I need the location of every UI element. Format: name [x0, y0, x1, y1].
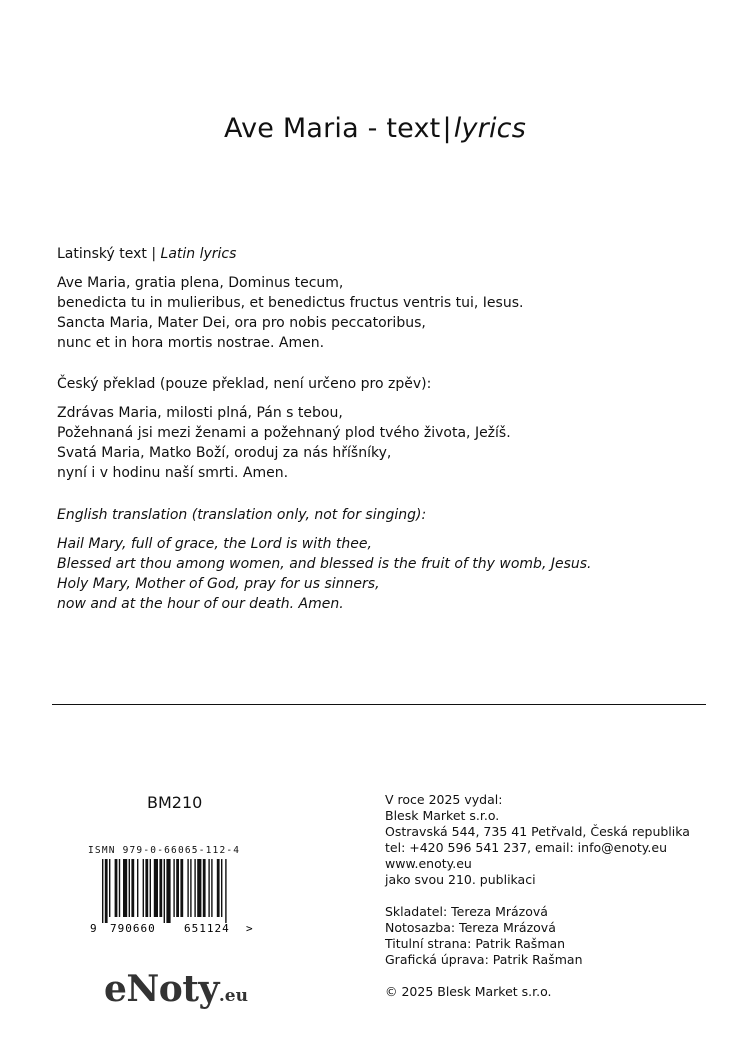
- barcode-bar: [208, 859, 209, 917]
- title-italic: lyrics: [453, 113, 526, 144]
- divider: [52, 704, 706, 705]
- imprint-line: jako svou 210. publikaci: [385, 872, 536, 887]
- czech-line: Požehnaná jsi mezi ženami a požehnaný plod tvého života, Ježíš.: [57, 425, 511, 441]
- publisher-block: [385, 792, 690, 888]
- czech-section: [57, 374, 511, 483]
- barcode-bar: [173, 859, 174, 917]
- barcode-block: [86, 845, 276, 935]
- english-heading: English translation (translation only, not for singing):: [57, 507, 427, 523]
- barcode-bar: [145, 859, 148, 917]
- imprint-line: V roce 2025 vydal:: [385, 792, 503, 807]
- english-line: Hail Mary, full of grace, the Lord is with thee,: [57, 536, 372, 552]
- credit-line: Skladatel: Tereza Mrázová: [385, 904, 548, 919]
- english-line: Blessed art thou among women, and blessed is the fruit of thy womb, Jesus.: [57, 556, 592, 572]
- barcode-bar: [137, 859, 138, 917]
- barcode-digits-left: 790660: [110, 922, 156, 935]
- barcode-digits-right: 651124: [184, 922, 230, 935]
- barcode-bar: [150, 859, 151, 917]
- barcode-bar: [154, 859, 158, 917]
- latin-heading: Latinský text | Latin lyrics: [57, 246, 237, 262]
- barcode-icon: [86, 859, 276, 935]
- latin-line: Ave Maria, gratia plena, Dominus tecum,: [57, 275, 344, 291]
- credit-line: Notosazba: Tereza Mrázová: [385, 920, 556, 935]
- barcode-bar: [187, 859, 188, 917]
- copyright: © 2025 Blesk Market s.r.o.: [385, 984, 552, 999]
- imprint-line: Blesk Market s.r.o.: [385, 808, 500, 823]
- barcode-bar: [159, 859, 162, 917]
- barcode-bar: [194, 859, 195, 917]
- barcode-bar: [211, 859, 212, 917]
- ismn-label: ISMN 979-0-66065-112-4: [88, 845, 241, 856]
- barcode-bar: [143, 859, 144, 917]
- credit-line: Titulní strana: Patrik Rašman: [385, 936, 566, 951]
- barcode-bar: [221, 859, 222, 917]
- page-title: [0, 113, 750, 144]
- barcode-bar: [123, 859, 127, 917]
- barcode-bar: [225, 859, 226, 923]
- latin-line: benedicta tu in mulieribus, et benedictus fructus ventris tui, Iesus.: [57, 295, 524, 311]
- catalog-code: BM210: [147, 793, 203, 812]
- barcode-bar: [129, 859, 130, 917]
- barcode-bar: [176, 859, 179, 917]
- title-separator: |: [442, 113, 452, 144]
- barcode-bar: [190, 859, 191, 917]
- barcode-bar: [180, 859, 183, 917]
- barcode-bar: [217, 859, 220, 917]
- barcode-bar: [197, 859, 201, 917]
- barcode-bar: [164, 859, 165, 923]
- czech-heading: Český překlad (pouze překlad, není určeno pro zpěv):: [57, 376, 432, 392]
- czech-line: Svatá Maria, Matko Boží, oroduj za nás hříšníky,: [57, 445, 392, 461]
- logo-suffix: .eu: [218, 986, 248, 1006]
- barcode-bar: [102, 859, 103, 923]
- czech-line: nyní i v hodinu naší smrti. Amen.: [57, 465, 289, 481]
- barcode-bar: [131, 859, 134, 917]
- title-main: Ave Maria - text: [224, 113, 441, 144]
- english-section: [57, 505, 592, 614]
- czech-line: Zdrávas Maria, milosti plná, Pán s tebou,: [57, 405, 343, 421]
- barcode-bar: [203, 859, 206, 917]
- latin-line: Sancta Maria, Mater Dei, ora pro nobis peccatoribus,: [57, 315, 426, 331]
- imprint-line: www.enoty.eu: [385, 856, 472, 871]
- barcode-bar: [115, 859, 118, 917]
- credits-block: [385, 904, 690, 968]
- barcode-digit-tail: >: [246, 922, 253, 935]
- credit-line: Grafická úprava: Patrik Rašman: [385, 952, 583, 967]
- barcode-bar: [109, 859, 110, 917]
- imprint-line: tel: +420 596 541 237, email: info@enoty.eu: [385, 840, 667, 855]
- barcode-digit-lead: 9: [90, 922, 97, 935]
- imprint-line: Ostravská 544, 735 41 Petřvald, Česká republika: [385, 824, 690, 839]
- english-line: now and at the hour of our death. Amen.: [57, 596, 344, 612]
- imprint: [385, 792, 690, 1000]
- english-line: Holy Mary, Mother of God, pray for us sinners,: [57, 576, 380, 592]
- enoty-logo: [104, 968, 248, 1010]
- barcode-bar: [166, 859, 170, 923]
- barcode-bar: [119, 859, 120, 917]
- latin-section: [57, 244, 523, 353]
- latin-line: nunc et in hora mortis nostrae. Amen.: [57, 335, 325, 351]
- logo-main: eNoty: [104, 968, 219, 1010]
- barcode-bar: [105, 859, 108, 923]
